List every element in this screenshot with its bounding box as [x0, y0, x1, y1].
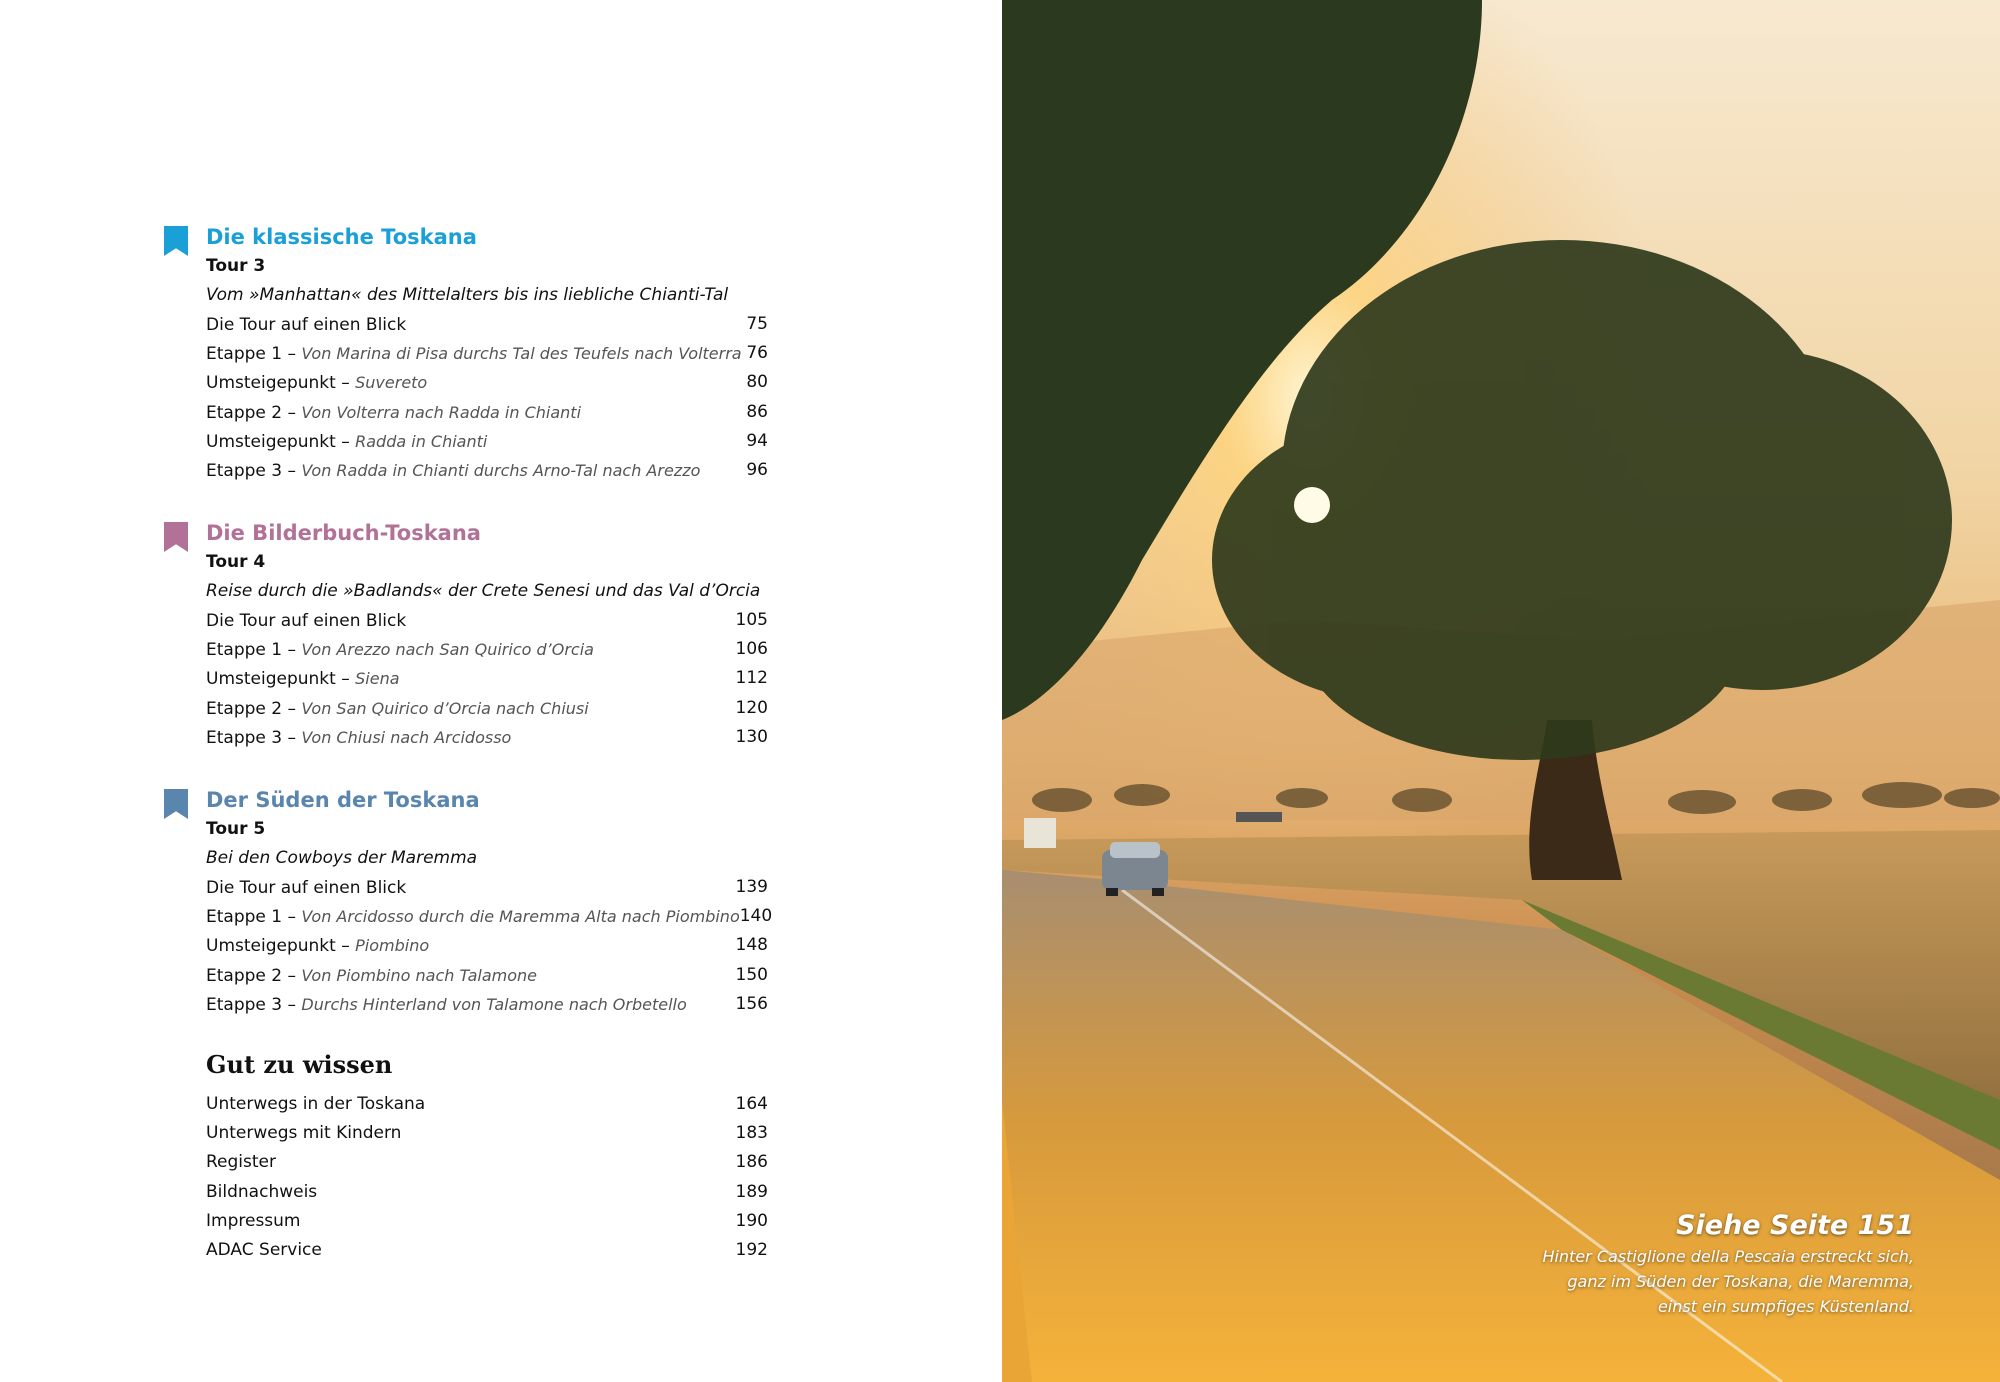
entry-page: 150 [735, 964, 768, 985]
entry-page: 156 [735, 993, 768, 1014]
section-title: Die klassische Toskana [206, 225, 477, 249]
entry-page: 140 [739, 906, 773, 927]
entry-label: Etappe 2 – [206, 965, 302, 986]
entry-label: ADAC Service [206, 1239, 322, 1260]
toc-entry[interactable] [206, 961, 768, 990]
entry-sub: Piombino [355, 936, 430, 956]
toc-entry[interactable] [206, 427, 768, 456]
photo-illustration [1002, 0, 2000, 1382]
toc-entry[interactable] [206, 1207, 768, 1236]
entry-page: 192 [735, 1239, 768, 1260]
toc-entry[interactable] [206, 931, 768, 960]
entry-page: 94 [746, 430, 768, 451]
bookmark-icon [164, 789, 188, 819]
toc-entry[interactable] [206, 398, 768, 427]
entry-page: 75 [746, 314, 768, 334]
entry-sub: Radda in Chianti [355, 431, 488, 451]
toc-entry[interactable] [206, 635, 768, 664]
entry-sub: Von Arcidosso durch die Maremma Alta nach Piombino [301, 907, 740, 927]
entry-page: 112 [735, 668, 768, 689]
entry-label: Die Tour auf einen Blick [206, 878, 407, 898]
entry-label: Etappe 2 – [206, 402, 302, 423]
section-title: Der Süden der Toskana [206, 788, 480, 812]
entry-label: Unterwegs in der Toskana [206, 1094, 426, 1114]
good-to-know-list [206, 1090, 768, 1265]
entry-label: Etappe 3 – [206, 460, 302, 481]
toc-entry[interactable] [206, 1090, 768, 1119]
entry-page: 96 [746, 459, 768, 480]
toc-entry[interactable] [206, 990, 768, 1019]
toc-entry[interactable] [206, 1178, 768, 1207]
caption-line: ganz im Süden der Toskana, die Maremma, [1567, 1272, 1914, 1291]
entry-page: 86 [746, 401, 768, 422]
entry-page: 139 [735, 877, 768, 897]
entry-sub: Von Radda in Chianti durchs Arno-Tal nach Arezzo [301, 460, 701, 480]
entry-page: 106 [735, 639, 768, 660]
toc-entry[interactable] [206, 873, 768, 902]
entry-sub: Von Chiusi nach Arcidosso [301, 727, 512, 747]
tour-label: Tour 3 [206, 256, 266, 276]
tour-subtitle: Vom »Manhattan« des Mittelalters bis ins liebliche Chianti-Tal [206, 285, 729, 305]
caption-line: einst ein sumpfiges Küstenland. [1657, 1297, 1914, 1316]
toc-entry[interactable] [206, 664, 768, 693]
section-title: Die Bilderbuch-Toskana [206, 521, 481, 545]
tour-label: Tour 5 [206, 819, 266, 839]
caption-line: Hinter Castiglione della Pescaia erstreckt sich, [1542, 1247, 1914, 1266]
landscape-photo [1002, 0, 2000, 1382]
car [1102, 842, 1168, 896]
toc-entry[interactable] [206, 902, 773, 931]
entry-label: Etappe 3 – [206, 727, 302, 748]
tour-label: Tour 4 [206, 552, 266, 572]
entry-label: Die Tour auf einen Blick [206, 611, 407, 631]
toc-entry[interactable] [206, 606, 768, 635]
toc-entry[interactable] [206, 1236, 768, 1265]
entry-label: Umsteigepunkt – [206, 431, 356, 452]
entry-label: Etappe 3 – [206, 994, 302, 1015]
tour-subtitle: Bei den Cowboys der Maremma [206, 848, 478, 868]
entry-label: Register [206, 1152, 276, 1173]
entry-page: 186 [735, 1152, 768, 1173]
entry-label: Bildnachweis [206, 1181, 318, 1202]
caption-title: Siehe Seite 151 [1676, 1210, 1914, 1241]
bookmark-icon [164, 522, 188, 552]
entry-label: Umsteigepunkt – [206, 373, 356, 394]
entry-page: 148 [735, 935, 768, 956]
entry-page: 190 [735, 1210, 768, 1231]
entry-label: Etappe 1 – [206, 907, 302, 928]
toc-entry[interactable] [206, 723, 768, 752]
bookmark-icon [164, 226, 188, 256]
tour-subtitle: Reise durch die »Badlands« der Crete Senesi und das Val d’Orcia [206, 581, 761, 601]
entry-page: 164 [735, 1094, 768, 1114]
entry-label: Die Tour auf einen Blick [206, 315, 407, 335]
toc-entry[interactable] [206, 456, 768, 485]
entry-page: 120 [735, 697, 768, 718]
toc-entry[interactable] [206, 368, 768, 397]
entry-page: 76 [746, 343, 768, 364]
entry-label: Etappe 1 – [206, 640, 302, 661]
entry-label: Umsteigepunkt – [206, 936, 356, 957]
entry-page: 189 [735, 1181, 768, 1202]
entry-label: Impressum [206, 1210, 301, 1231]
entry-sub: Durchs Hinterland von Talamone nach Orbetello [301, 994, 687, 1014]
entry-sub: Von Piombino nach Talamone [301, 965, 537, 985]
entry-label: Etappe 2 – [206, 698, 302, 719]
toc-entry[interactable] [206, 310, 768, 339]
entry-sub: Von Arezzo nach San Quirico d’Orcia [301, 640, 594, 660]
toc-entry[interactable] [206, 694, 768, 723]
entry-sub: Von Marina di Pisa durchs Tal des Teufels nach Volterra [301, 344, 742, 364]
entry-page: 80 [746, 372, 768, 393]
entry-label: Etappe 1 – [206, 344, 302, 365]
entry-sub: Suvereto [355, 373, 428, 393]
entry-page: 130 [735, 726, 768, 747]
toc-entry[interactable] [206, 1148, 768, 1177]
good-to-know-title: Gut zu wissen [206, 1050, 393, 1079]
entry-sub: Siena [355, 669, 400, 689]
entry-label: Unterwegs mit Kindern [206, 1123, 402, 1144]
road-sign [1024, 818, 1056, 848]
entry-sub: Von Volterra nach Radda in Chianti [301, 402, 582, 422]
entry-label: Umsteigepunkt – [206, 669, 356, 690]
entry-sub: Von San Quirico d’Orcia nach Chiusi [301, 698, 589, 718]
entry-page: 183 [735, 1123, 768, 1144]
toc-entry[interactable] [206, 1119, 768, 1148]
entry-page: 105 [735, 610, 768, 630]
toc-entry[interactable] [206, 339, 768, 368]
road-sign [1236, 812, 1282, 822]
photo-caption [1542, 1208, 1914, 1319]
sun [1294, 487, 1330, 523]
